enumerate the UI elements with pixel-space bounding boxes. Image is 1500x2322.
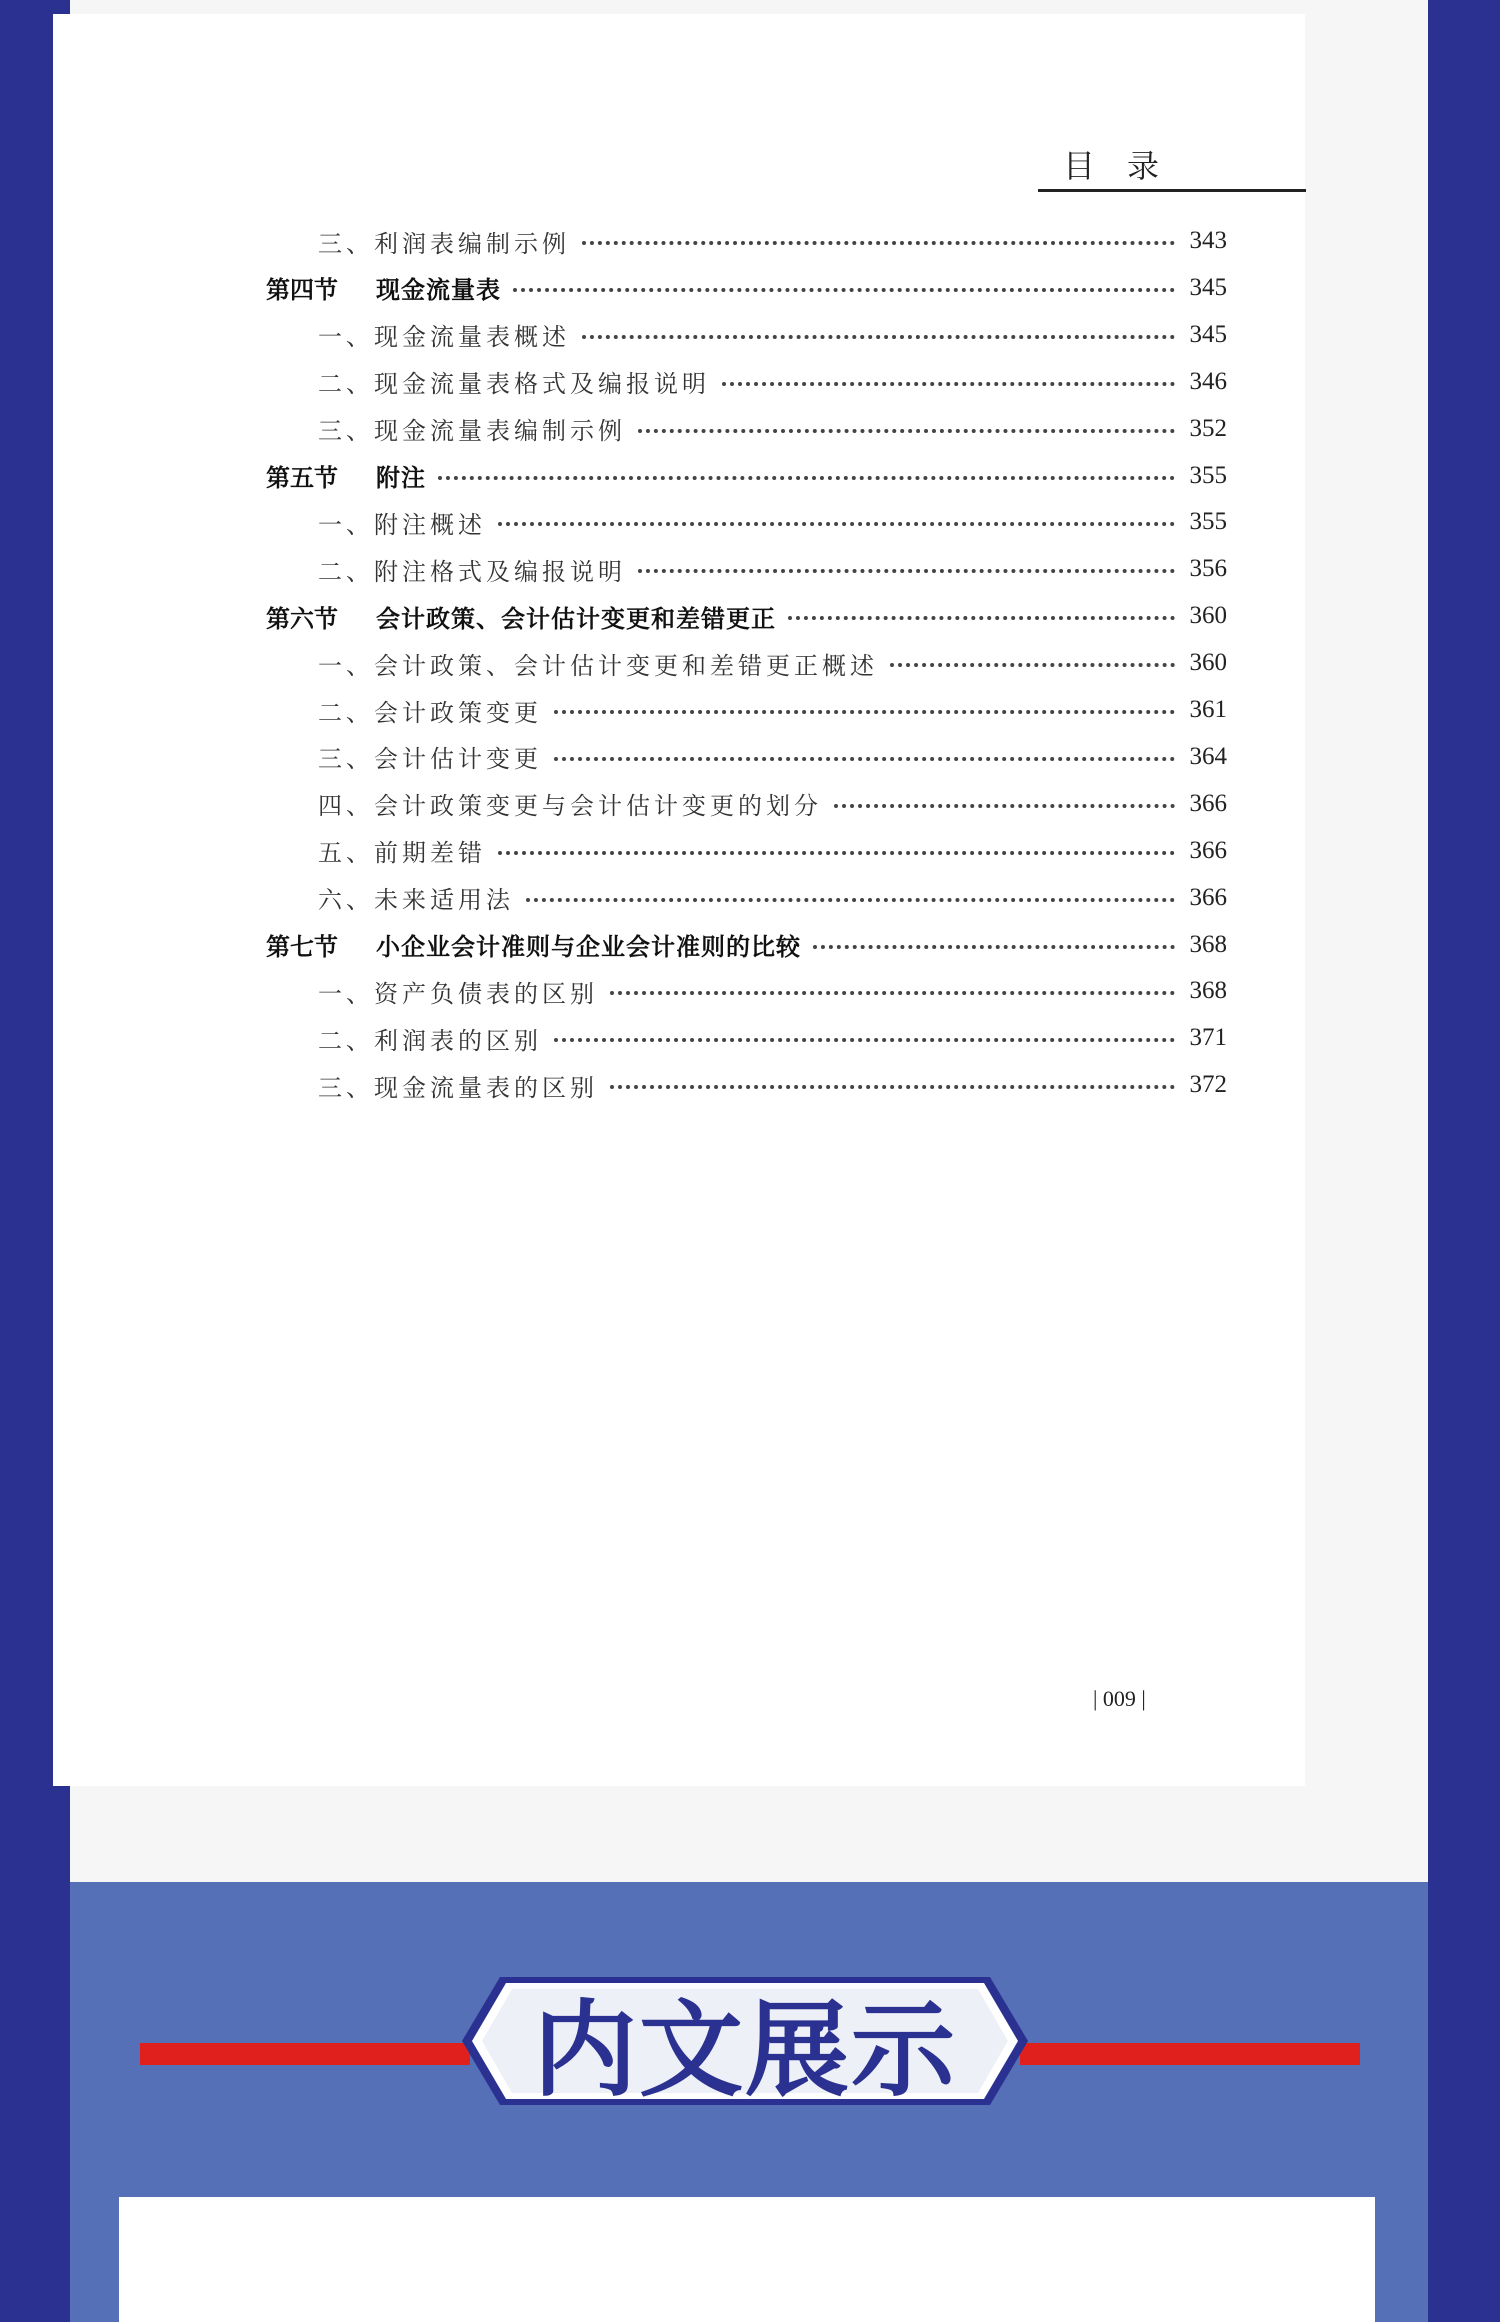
toc-heading <box>1038 129 1306 192</box>
toc-entry-title: 现金流量表 <box>376 276 501 305</box>
toc-entry-title: 会计政策、会计估计变更和差错更正 <box>376 604 776 633</box>
toc-entry-title: 二、附注格式及编报说明 <box>318 557 626 586</box>
toc-section-row <box>266 268 1227 308</box>
toc-entry-title: 一、资产负债表的区别 <box>318 979 598 1008</box>
toc-entry-title: 六、未来适用法 <box>318 886 514 915</box>
toc-item-row <box>318 1065 1227 1105</box>
toc-page-number: 366 <box>1189 836 1227 864</box>
toc-item-row <box>318 1018 1227 1058</box>
toc-leader-dots <box>834 804 1175 808</box>
toc-entry-title: 三、现金流量表的区别 <box>318 1073 598 1102</box>
banner-left-rule <box>140 2043 470 2065</box>
toc-page-number: 355 <box>1189 508 1227 536</box>
toc-section-row <box>266 596 1227 636</box>
toc-page-number: 352 <box>1189 414 1227 442</box>
toc-leader-dots <box>610 991 1175 995</box>
toc-leader-dots <box>638 569 1175 573</box>
toc-leader-dots <box>890 663 1175 667</box>
toc-section-number: 第六节 <box>266 604 338 633</box>
toc-section-row <box>266 925 1227 965</box>
toc-entry-title: 一、附注概述 <box>318 510 486 539</box>
toc-section-number: 第四节 <box>266 276 338 305</box>
toc-item-row <box>318 737 1227 777</box>
toc-item-row <box>318 784 1227 824</box>
next-page-panel <box>119 2197 1375 2322</box>
toc-item-row <box>318 971 1227 1011</box>
toc-page-number: 346 <box>1189 367 1227 395</box>
toc-entry-title: 附注 <box>376 464 426 492</box>
toc-leader-dots <box>554 1038 1175 1042</box>
toc-section-number: 第五节 <box>266 464 338 492</box>
toc-leader-dots <box>438 476 1175 480</box>
toc-entry-title: 五、前期差错 <box>318 839 486 868</box>
toc-entry-title: 三、利润表编制示例 <box>318 229 570 258</box>
toc-page-number: 356 <box>1189 555 1227 583</box>
toc-item-row <box>318 362 1227 402</box>
toc-item-row <box>318 409 1227 449</box>
toc-leader-dots <box>554 710 1175 714</box>
toc-item-row <box>318 221 1227 261</box>
toc-section-number: 第七节 <box>266 933 338 961</box>
toc-leader-dots <box>526 898 1175 902</box>
toc-leader-dots <box>813 945 1175 949</box>
toc-page-number: 368 <box>1189 977 1227 1005</box>
toc-page-number: 345 <box>1189 320 1227 348</box>
toc-entry-title: 一、现金流量表概述 <box>318 323 570 352</box>
toc-page-number: 343 <box>1189 227 1227 254</box>
toc-page-number: 372 <box>1189 1071 1227 1099</box>
toc-page-number: 345 <box>1189 273 1227 301</box>
toc-heading-text: 目 录 <box>1063 147 1160 185</box>
toc-leader-dots <box>582 241 1175 245</box>
toc-item-row <box>318 549 1227 589</box>
toc-entry-title: 二、利润表的区别 <box>318 1026 542 1055</box>
toc-leader-dots <box>498 851 1175 855</box>
toc-leader-dots <box>554 757 1175 761</box>
toc-leader-dots <box>722 382 1175 386</box>
toc-entry-title: 三、会计估计变更 <box>318 745 542 774</box>
banner-right-rule <box>1020 2043 1360 2065</box>
toc-entry-title: 小企业会计准则与企业会计准则的比较 <box>376 933 801 961</box>
toc-page-number: 366 <box>1189 883 1227 911</box>
toc-leader-dots <box>788 616 1175 620</box>
toc-leader-dots <box>610 1085 1175 1089</box>
toc-entry-title: 二、会计政策变更 <box>318 698 542 727</box>
toc-entry-title: 四、会计政策变更与会计估计变更的划分 <box>318 792 822 821</box>
toc-page-number: 371 <box>1189 1024 1227 1052</box>
toc-page-number: 355 <box>1189 461 1227 489</box>
toc-page-number: 360 <box>1189 649 1227 677</box>
toc-entry-title: 三、现金流量表编制示例 <box>318 417 626 446</box>
toc-leader-dots <box>498 522 1175 526</box>
toc-item-row <box>318 831 1227 871</box>
toc-item-row <box>318 878 1227 918</box>
toc-page-number: 360 <box>1189 602 1227 630</box>
page-number: | 009 | <box>1093 1686 1146 1711</box>
toc-entry-title: 二、现金流量表格式及编报说明 <box>318 370 710 399</box>
toc-entry-title: 一、会计政策、会计估计变更和差错更正概述 <box>318 651 878 680</box>
book-page <box>53 14 1305 1786</box>
toc-page-number: 361 <box>1189 696 1227 723</box>
toc-page-number: 368 <box>1189 930 1227 958</box>
toc-leader-dots <box>582 335 1175 339</box>
toc-page-number: 366 <box>1189 789 1227 817</box>
toc-section-row <box>266 456 1227 496</box>
toc-leader-dots <box>638 429 1175 433</box>
toc-item-row <box>318 690 1227 730</box>
toc-leader-dots <box>513 288 1175 292</box>
toc-item-row <box>318 643 1227 683</box>
toc-page-number: 364 <box>1189 742 1227 770</box>
toc-item-row <box>318 315 1227 355</box>
banner-title: 内文展示 <box>532 1988 957 2111</box>
toc-item-row <box>318 502 1227 542</box>
